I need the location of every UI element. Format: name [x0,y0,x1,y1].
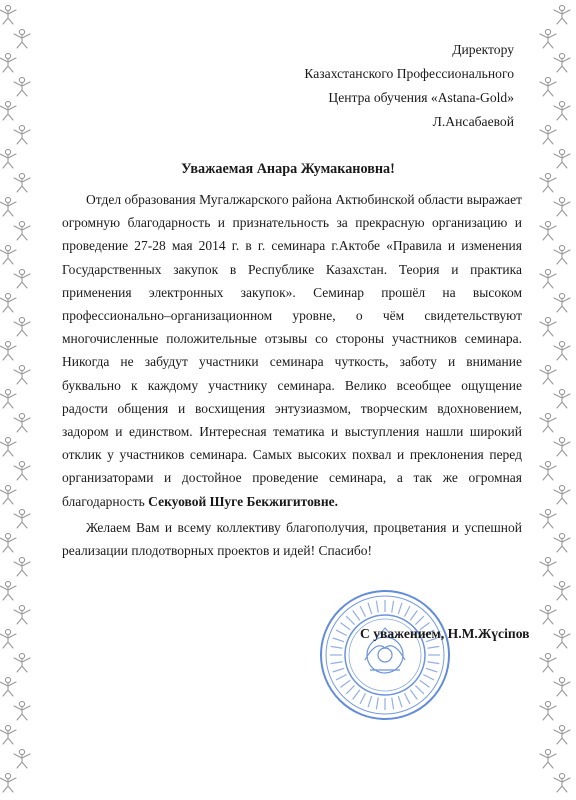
border-figure-icon [0,725,16,744]
border-figure-icon [540,221,556,240]
addressee-line-name: Л.Ансабаевой [432,114,514,129]
border-figure-icon [540,557,556,576]
border-figure-icon [14,317,30,336]
border-figure-icon [0,53,16,72]
signature-line: С уважением, Н.М.Жүсіпов [360,626,530,641]
border-figure-icon [14,701,30,720]
border-figure-icon [540,653,556,672]
decorative-border-left [0,0,40,800]
border-figure-icon [0,293,16,312]
border-figure-icon [0,437,16,456]
border-figure-icon [540,461,556,480]
border-figure-icon [14,125,30,144]
border-figure-icon [540,413,556,432]
border-figure-icon [554,245,570,264]
border-figure-icon [554,53,570,72]
border-figure-icon [14,557,30,576]
border-figure-icon [14,413,30,432]
border-figure-icon [554,293,570,312]
decorative-border-right [536,0,576,800]
border-figure-icon [0,485,16,504]
addressee-block [304,38,514,134]
border-figure-icon [540,605,556,624]
official-stamp [318,588,452,722]
border-figure-icon [554,773,570,792]
border-figure-icon [540,317,556,336]
border-figure-icon [540,77,556,96]
border-figure-icon [0,581,16,600]
border-figure-icon [0,101,16,120]
border-figure-icon [14,269,30,288]
border-figure-icon [14,749,30,768]
border-figure-icon [540,269,556,288]
border-figure-icon [554,389,570,408]
border-figure-icon [554,341,570,360]
border-figure-icon [540,701,556,720]
border-figure-icon [540,365,556,384]
border-figure-icon [0,629,16,648]
border-figure-icon [554,677,570,696]
letter-body [62,188,522,562]
addressee-line-organization: Казахстанского Профессионального [304,66,514,81]
body-paragraph-1-bold-name: Секуовой Шуге Бекжигитовне. [148,493,338,509]
body-paragraph-1-text: Отдел образования Мугалжарского района Актюбинской области выражает огромную благодарность и признательность за прекрасную организацию и проведение 27-28 мая 2014 г. в г. семинара г.Актобе «Правила и изменения Государственных закупок в Республике Казахстан. Теория и практика применения электронных закупок». Семинар прошёл на высоком профессионально–организационном уровне, о чём свидетельствуют многочисленные положительные отзывы со стороны участников семинара. Никогда не забудут участники семинара чуткость, заботу и внимание буквально к каждому участнику семинара. Велико всеобщее ощущение радости общения и восхищения энтузиазмом, творческим вдохновением, задором и единством. Интересная тематика и выступления нашли широкий отклик у участников семинара. Самых высоких похвал и преклонения перед организаторами и достойное проведение семинара, а так же огромная благодарность [62,192,522,509]
body-paragraph-1 [62,188,522,513]
border-figure-icon [554,725,570,744]
border-figure-icon [554,629,570,648]
border-figure-icon [14,605,30,624]
border-figure-icon [0,197,16,216]
border-figure-icon [0,5,16,24]
border-figure-icon [540,125,556,144]
border-figure-icon [554,437,570,456]
addressee-line-center: Центра обучения «Astana-Gold» [328,90,514,105]
border-figure-icon [14,365,30,384]
border-figure-icon [554,533,570,552]
greeting: Уважаемая Анара Жумакановна! [181,161,395,177]
border-figure-icon [554,197,570,216]
border-figure-icon [0,773,16,792]
border-figure-icon [554,581,570,600]
border-figure-icon [14,77,30,96]
border-figure-icon [540,29,556,48]
addressee-line-position: Директору [452,42,514,57]
border-figure-icon [0,677,16,696]
border-figure-icon [14,221,30,240]
border-figure-icon [540,749,556,768]
border-figure-icon [554,5,570,24]
body-paragraph-2: Желаем Вам и всему коллективу благополучия, процветания и успешной реализации плодотворных проектов и идей! Спасибо! [62,519,522,559]
border-figure-icon [0,389,16,408]
border-figure-icon [14,509,30,528]
border-figure-icon [14,29,30,48]
border-figure-icon [554,485,570,504]
border-figure-icon [0,245,16,264]
border-figure-icon [14,461,30,480]
border-figure-icon [540,509,556,528]
border-figure-icon [0,533,16,552]
border-figure-icon [0,341,16,360]
border-figure-icon [14,653,30,672]
border-figure-icon [554,101,570,120]
